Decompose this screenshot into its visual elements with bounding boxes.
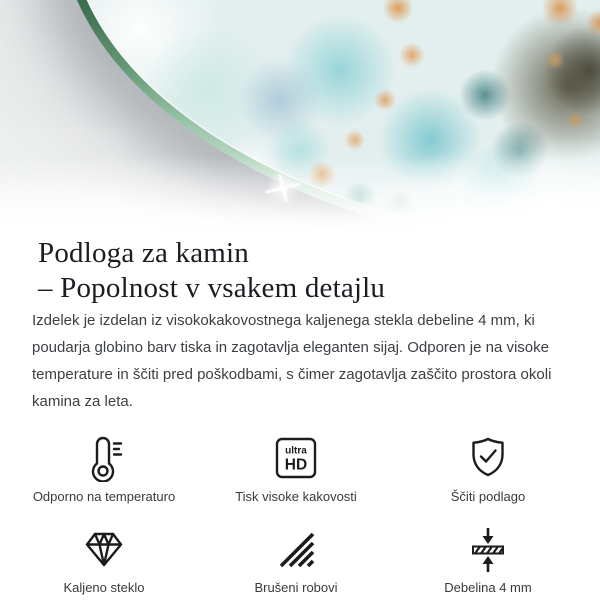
page-title-line2: – Popolnost v vsakem detajlu [38,272,386,304]
hatched-edges-icon [272,525,320,573]
ultra-hd-icon-text-top: ultra [285,445,307,457]
product-description-section [0,236,600,596]
feature-tempered-glass [14,525,194,596]
feature-thickness [398,525,578,596]
glass-disc-artwork [69,0,600,236]
features-grid [14,434,578,596]
feature-print-quality [206,434,386,505]
feature-label: Odporno na temperaturo [32,489,176,504]
thermometer-icon [80,434,128,482]
feature-label: Brušeni robovi [254,580,338,595]
product-photo [0,0,600,236]
intro-paragraph: Izdelek je izdelan iz visokokakovostnega kaljenega stekla debeline 4 mm, ki poudarja globino barv tiska in zagotavlja eleganten sijaj. Odporen je na visoke temperature in ščiti pred poškodbami, s čimer zagotavlja zaščito prostora okoli kamina za leta. [32,312,552,410]
ultra-hd-icon [272,434,320,482]
feature-label: Debelina 4 mm [444,580,532,595]
feature-label: Kaljeno steklo [63,580,145,595]
thickness-icon [464,525,512,573]
shield-check-icon [464,434,512,482]
diamond-icon [80,525,128,573]
feature-polished-edges [206,525,386,596]
features-row-1 [14,434,578,505]
page-title [38,236,600,306]
feature-protects-surface [398,434,578,505]
feature-label: Ščiti podlago [450,489,526,504]
glass-disc-edge [60,0,600,236]
features-row-2 [14,525,578,596]
ultra-hd-icon-text-bottom: HD [284,456,308,474]
feature-temperature-resistant [14,434,194,505]
page-title-line1: Podloga za kamin [38,237,249,269]
feature-label: Tisk visoke kakovosti [235,489,357,504]
